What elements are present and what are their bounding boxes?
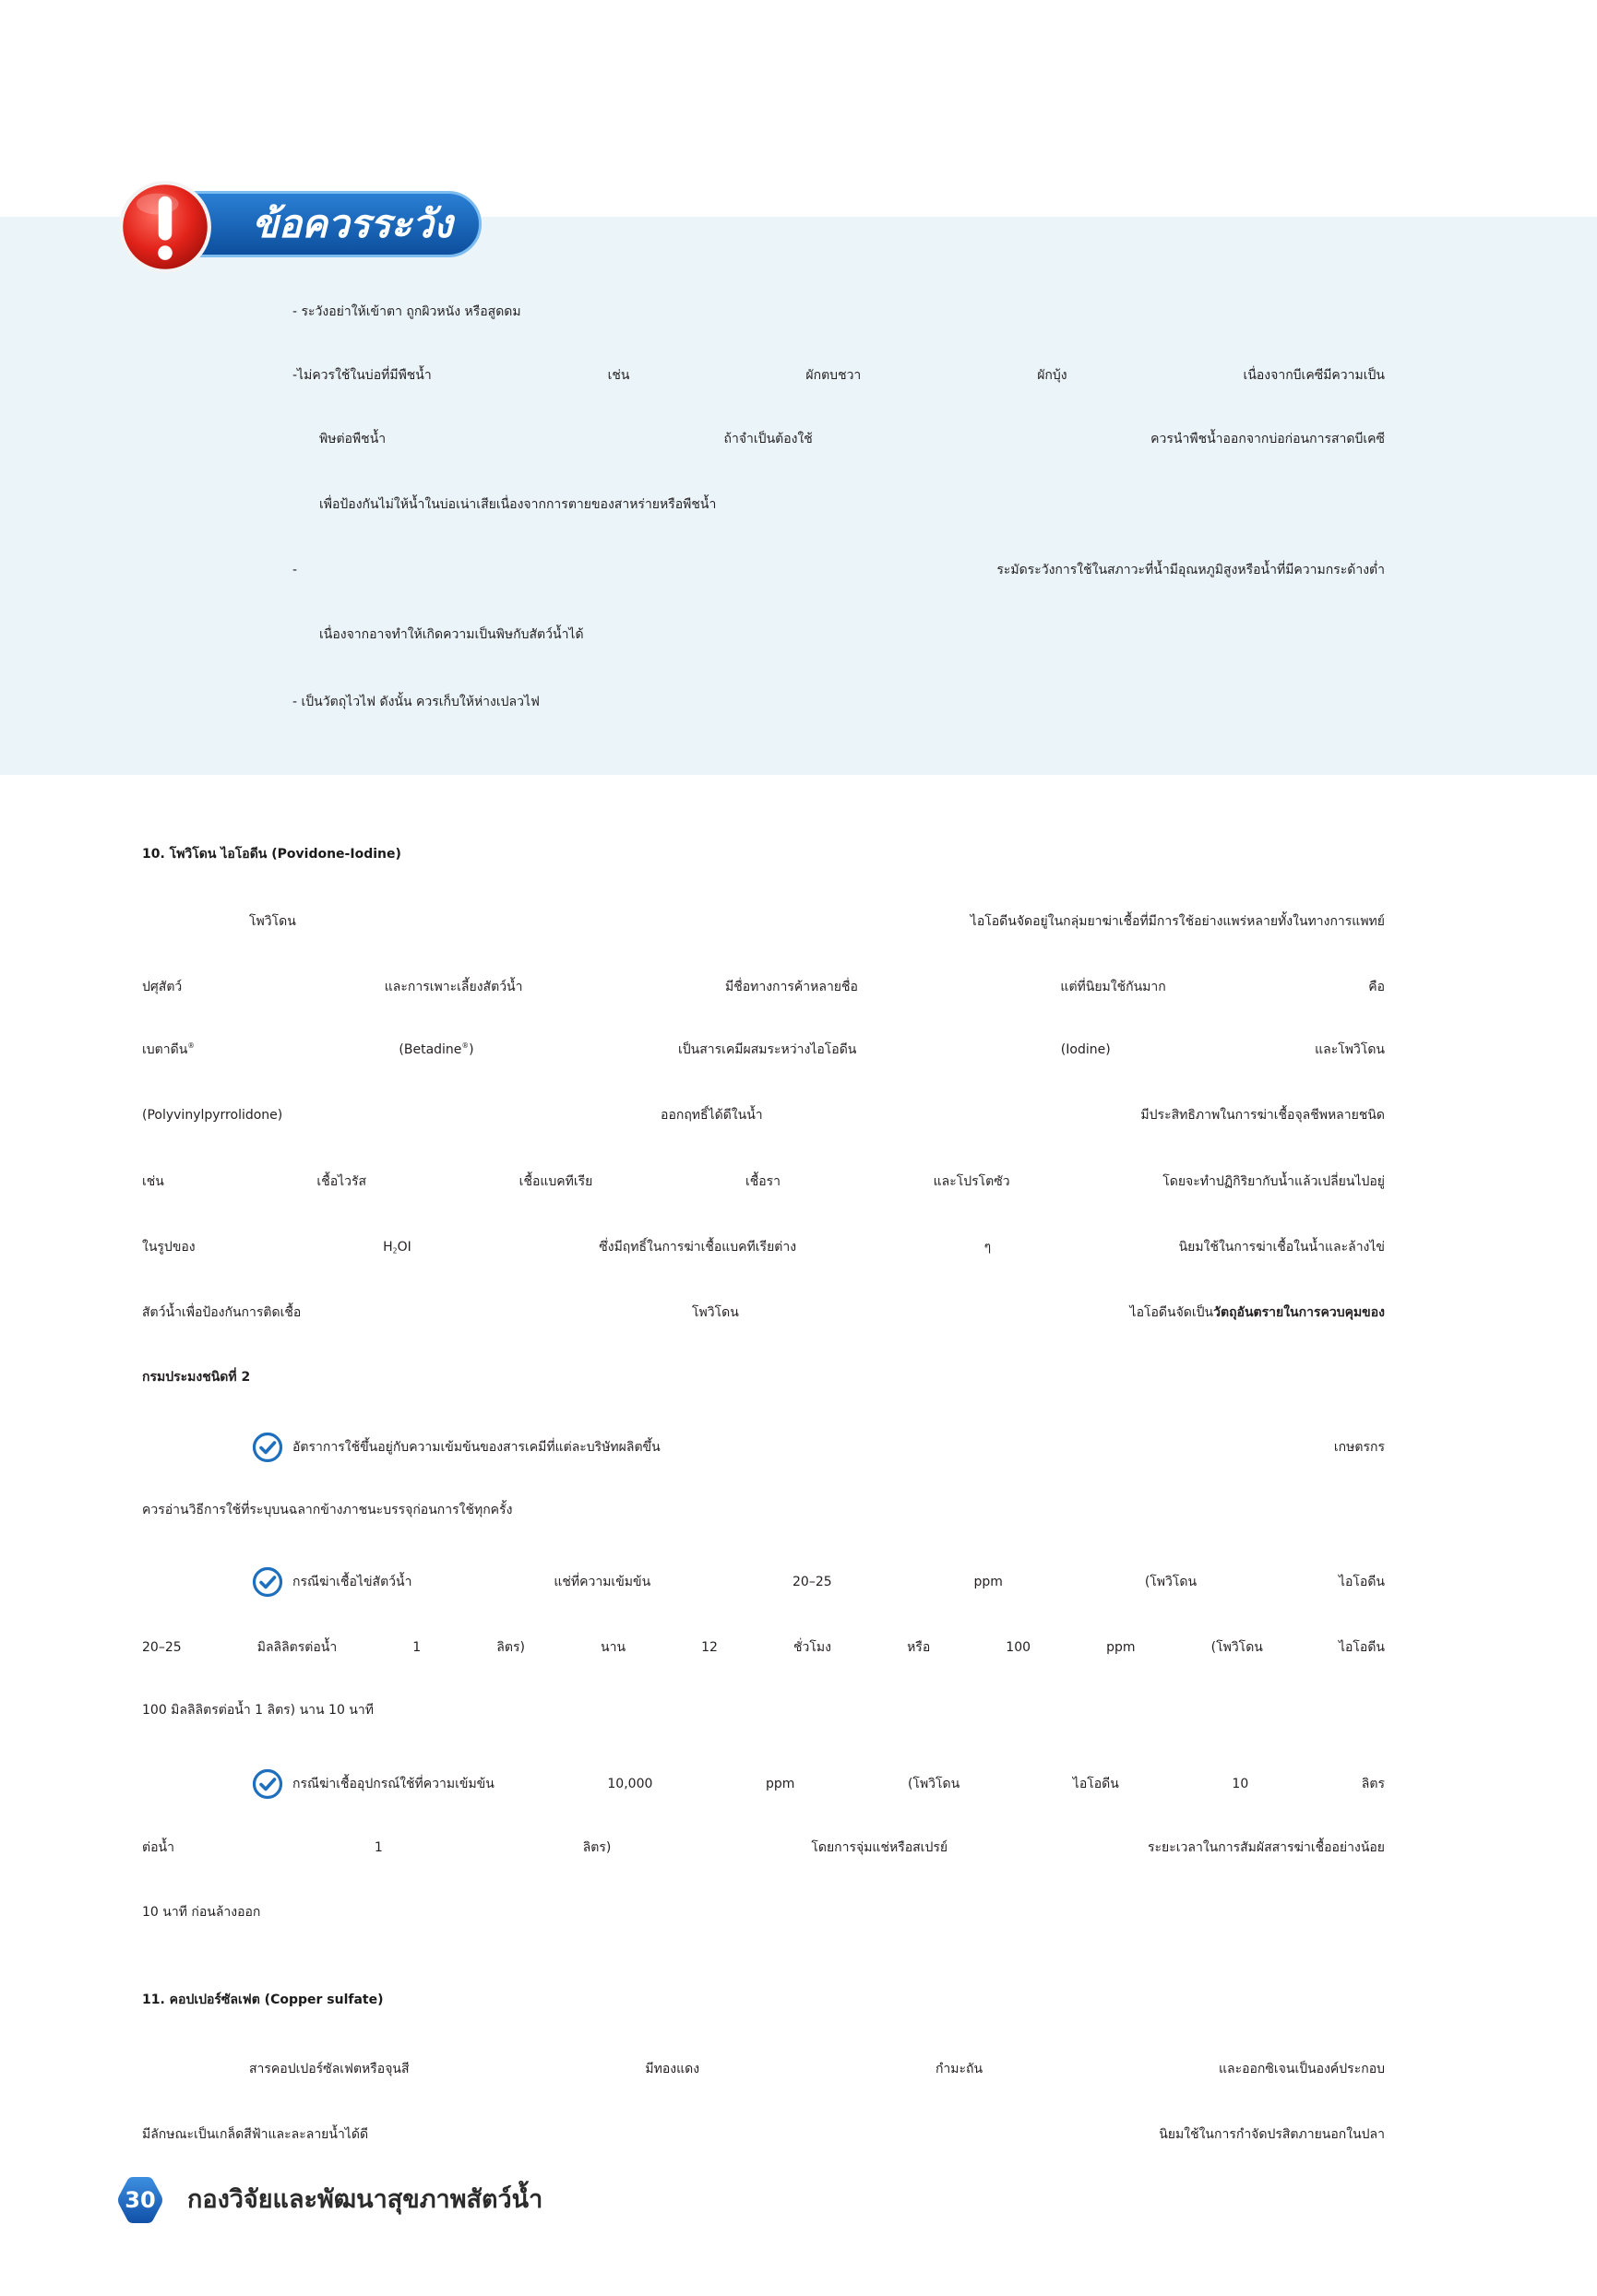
check-circle-icon	[252, 1566, 283, 1598]
registered-mark: ®	[187, 1041, 195, 1051]
paragraph-line	[142, 1022, 1385, 1077]
section-heading: 10. โพวิโดน ไอโอดีน (Povidone-Iodine)	[142, 847, 401, 862]
note-line: 20–25 มิลลิลิตรต่อน้ำ 1 ลิตร) นาน 12 ชั่วโมง หรือ 100 ppm (โพวิโดน ไอโอดีน	[142, 1640, 1385, 1655]
text-run: (Betadine	[194, 1042, 462, 1057]
text-run: เบตาดีน	[142, 1042, 188, 1057]
caution-line: เพื่อป้องกันไม่ให้น้ำในบ่อเน่าเสียเนื่องจากการตายของสาหร่ายหรือพืชน้ำ	[319, 497, 717, 512]
text-run: สัตว์น้ำเพื่อป้องกันการติดเชื้อ โพวิโดน ไอโอดีนจัดเป็น	[142, 1305, 1214, 1320]
paragraph-line: ปศุสัตว์ และการเพาะเลี้ยงสัตว์น้ำ มีชื่อทางการค้าหลายชื่อ แต่ที่นิยมใช้กันมาก คือ	[142, 980, 1385, 994]
paragraph-line: โพวิโดน ไอโอดีนจัดอยู่ในกลุ่มยาฆ่าเชื้อที่มีการใช้อย่างแพร่หลายทั้งในทางการแพทย์	[249, 914, 1385, 929]
text-run: ) เป็นสารเคมีผสมระหว่างไอโอดีน (Iodine) และโพวิโดน	[469, 1042, 1385, 1057]
caution-line: -ไม่ควรใช้ในบ่อที่มีพืชน้ำ เช่น ผักตบชวา ผักบุ้ง เนื่องจากบีเคซีมีความเป็น	[292, 368, 1385, 383]
caution-line: - เป็นวัตถุไวไฟ ดังนั้น ควรเก็บให้ห่างเปลวไฟ	[292, 695, 540, 709]
check-circle-icon	[252, 1432, 283, 1463]
paragraph-line	[142, 1285, 1385, 1340]
caution-line: - ระมัดระวังการใช้ในสภาวะที่น้ำมีอุณหภูมิสูงหรือน้ำที่มีความกระด้างต่ำ	[292, 563, 1385, 577]
text-run: ในรูปของ H	[142, 1240, 393, 1255]
registered-mark: ®	[461, 1041, 470, 1051]
paragraph-line: สารคอปเปอร์ซัลเฟตหรือจุนสี มีทองแดง กำมะถัน และออกซิเจนเป็นองค์ประกอบ	[249, 2062, 1385, 2076]
note-line: ต่อน้ำ 1 ลิตร) โดยการจุ่มแช่หรือสเปรย์ ระยะเวลาในการสัมผัสสารฆ่าเชื้ออย่างน้อย	[142, 1840, 1385, 1855]
paragraph-line: เช่น เชื้อไวรัส เชื้อแบคทีเรีย เชื้อรา และโปรโตซัว โดยจะทำปฏิกิริยากับน้ำแล้วเปลี่ยนไปอยู่	[142, 1174, 1385, 1189]
caution-line: เนื่องจากอาจทำให้เกิดความเป็นพิษกับสัตว์น้ำได้	[319, 627, 584, 642]
check-circle-icon	[252, 1768, 283, 1800]
paragraph-line: มีลักษณะเป็นเกล็ดสีฟ้าและละลายน้ำได้ดี นิยมใช้ในการกำจัดปรสิตภายนอกในปลา	[142, 2127, 1385, 2142]
note-line: ควรอ่านวิธีการใช้ที่ระบุบนฉลากข้างภาชนะบรรจุก่อนการใช้ทุกครั้ง	[142, 1503, 513, 1517]
section-heading: 11. คอปเปอร์ซัลเฟต (Copper sulfate)	[142, 1993, 384, 2007]
page-number-badge	[114, 2174, 166, 2226]
caution-line: พิษต่อพืชน้ำ ถ้าจำเป็นต้องใช้ ควรนำพืชน้ำออกจากบ่อก่อนการสาดบีเคซี	[319, 432, 1385, 446]
caution-line: - ระวังอย่าให้เข้าตา ถูกผิวหนัง หรือสูดดม	[292, 304, 521, 319]
text-run: OI ซึ่งมีฤทธิ์ในการฆ่าเชื้อแบคทีเรียต่าง ๆ นิยมใช้ในการฆ่าเชื้อในน้ำและล้างไข่	[397, 1240, 1385, 1255]
note-line: 10 นาที ก่อนล้างออก	[142, 1905, 261, 1920]
exclamation-icon	[117, 179, 213, 275]
page-number: 30	[125, 2187, 156, 2213]
subscript: 2	[392, 1246, 398, 1255]
note-line: อัตราการใช้ขึ้นอยู่กับความเข้มข้นของสารเคมีที่แต่ละบริษัทผลิตขึ้น เกษตรกร	[292, 1440, 1385, 1455]
paragraph-line: กรมประมงชนิดที่ 2	[142, 1370, 251, 1385]
note-line: 100 มิลลิลิตรต่อน้ำ 1 ลิตร) นาน 10 นาที	[142, 1703, 374, 1718]
note-line: กรณีฆ่าเชื้ออุปกรณ์ใช้ที่ความเข้มข้น 10,000 ppm (โพวิโดน ไอโอดีน 10 ลิตร	[292, 1777, 1385, 1791]
bold-text-run: วัตถุอันตรายในการควบคุมของ	[1213, 1305, 1385, 1320]
paragraph-line: (Polyvinylpyrrolidone) ออกฤทธิ์ได้ดีในน้ำ มีประสิทธิภาพในการฆ่าเชื้อจุลชีพหลายชนิด	[142, 1108, 1385, 1123]
note-line: กรณีฆ่าเชื้อไข่สัตว์น้ำ แช่ที่ความเข้มข้น 20–25 ppm (โพวิโดน ไอโอดีน	[292, 1575, 1385, 1589]
paragraph-line	[142, 1219, 1385, 1275]
caution-title-pill	[185, 191, 482, 257]
caution-title: ข้อควรระวัง	[252, 201, 453, 246]
footer-organization: กองวิจัยและพัฒนาสุขภาพสัตว์น้ำ	[187, 2185, 543, 2214]
